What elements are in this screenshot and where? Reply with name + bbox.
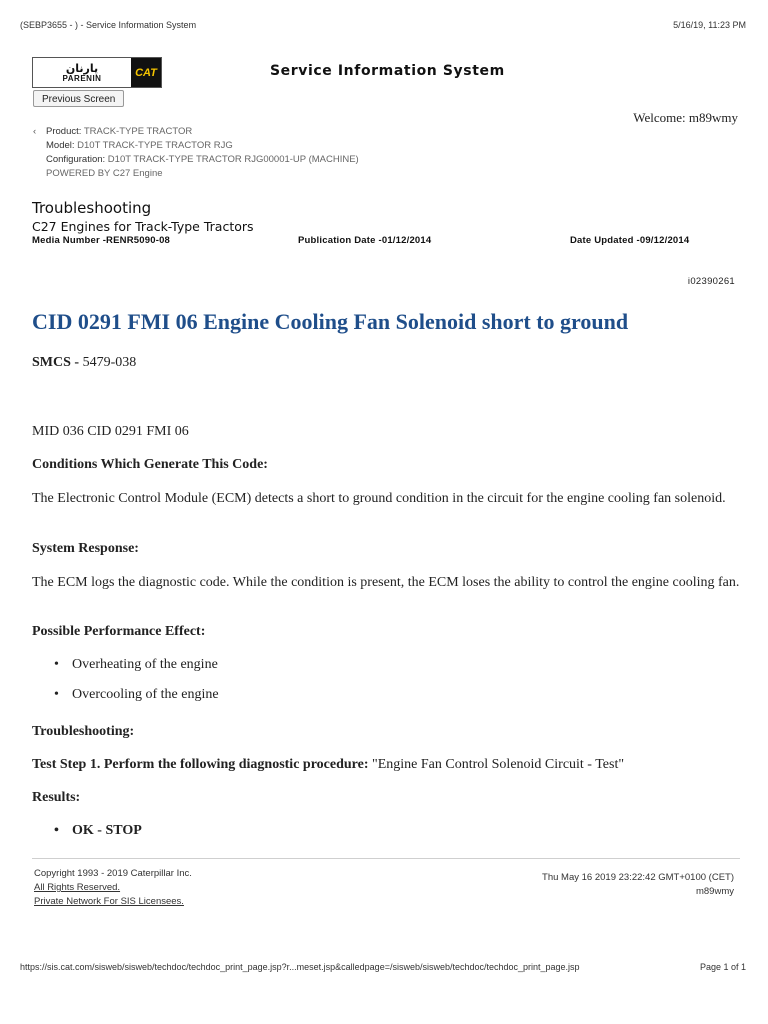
- performance-effect-heading: Possible Performance Effect:: [32, 624, 206, 639]
- troubleshooting-heading: Troubleshooting:: [32, 724, 135, 739]
- copyright-block: [34, 867, 192, 909]
- mid-line: MID 036 CID 0291 FMI 06: [32, 424, 189, 439]
- date-updated: Date Updated -09/12/2014: [570, 235, 690, 246]
- site-title: Service Information System: [270, 63, 505, 79]
- parenin-arabic-text: پارنان: [65, 61, 99, 75]
- page-title: CID 0291 FMI 06 Engine Cooling Fan Solenoid short to ground: [32, 309, 629, 334]
- copyright-text: Copyright 1993 - 2019 Caterpillar Inc.: [34, 868, 192, 879]
- list-item[interactable]: • OK - STOP: [32, 823, 732, 839]
- print-header-title: (SEBP3655 - ) - Service Information System: [20, 20, 197, 30]
- system-response-heading: System Response:: [32, 541, 139, 556]
- configuration-label: Configuration:: [46, 154, 106, 165]
- smcs-label: SMCS -: [32, 355, 80, 370]
- list-item: • Overheating of the engine: [32, 657, 732, 673]
- results-heading: Results:: [32, 790, 81, 805]
- footer-user: m89wmy: [695, 886, 734, 897]
- product-label: Product:: [46, 126, 82, 137]
- footer-divider: [32, 858, 740, 859]
- previous-screen-button[interactable]: Previous Screen: [33, 90, 124, 107]
- parenin-text: PARENIN: [62, 73, 102, 83]
- effects-list: [32, 657, 732, 703]
- model-label: Model:: [46, 140, 75, 151]
- system-response-text: The ECM logs the diagnostic code. While the condition is present, the ECM loses the ability to control the engine cooling fan.: [32, 575, 740, 590]
- document-subtitle: C27 Engines for Track-Type Tractors: [32, 219, 254, 234]
- document-id: i02390261: [687, 276, 735, 287]
- print-header-datetime: 5/16/19, 11:23 PM: [673, 20, 746, 30]
- results-list: [32, 823, 732, 839]
- chevron-left-icon[interactable]: ‹: [33, 126, 37, 137]
- section-title: Troubleshooting: [32, 199, 152, 217]
- test-step-label: Test Step 1. Perform the following diagnostic procedure:: [32, 757, 369, 772]
- print-footer-url: https://sis.cat.com/sisweb/sisweb/techdoc/techdoc_print_page.jsp?r...meset.jsp&calledpage=/sisweb/sisweb/techdoc/techdoc_print_page.jsp: [20, 962, 580, 972]
- smcs-line: [32, 355, 136, 371]
- rights-link[interactable]: All Rights Reserved.: [34, 882, 121, 893]
- configuration-value: D10T TRACK-TYPE TRACTOR RJG00001-UP (MACHINE): [107, 154, 359, 165]
- media-number: Media Number -RENR5090-08: [32, 235, 171, 246]
- smcs-value: 5479-038: [79, 355, 137, 370]
- parenin-cat-logo: [32, 57, 162, 88]
- cat-logo: CAT: [131, 58, 161, 87]
- powered-by: POWERED BY C27 Engine: [46, 168, 163, 179]
- conditions-text: The Electronic Control Module (ECM) detects a short to ground condition in the circuit for the engine cooling fan solenoid.: [32, 491, 726, 506]
- parenin-logo: [33, 58, 131, 87]
- model-value: D10T TRACK-TYPE TRACTOR RJG: [77, 140, 233, 151]
- conditions-heading: Conditions Which Generate This Code:: [32, 457, 268, 472]
- test-step-line: [32, 757, 624, 773]
- test-step-procedure-link[interactable]: "Engine Fan Control Solenoid Circuit - Test": [368, 757, 625, 772]
- product-value: TRACK-TYPE TRACTOR: [83, 126, 193, 137]
- welcome-user: Welcome: m89wmy: [633, 110, 738, 125]
- footer-timestamp-block: [542, 871, 734, 899]
- product-meta: [33, 125, 359, 181]
- print-footer-page: Page 1 of 1: [699, 962, 746, 972]
- list-item: • Overcooling of the engine: [32, 687, 732, 703]
- footer-timestamp: Thu May 16 2019 23:22:42 GMT+0100 (CET): [542, 872, 734, 883]
- publication-date: Publication Date -01/12/2014: [298, 235, 432, 246]
- private-network-link[interactable]: Private Network For SIS Licensees.: [34, 896, 184, 907]
